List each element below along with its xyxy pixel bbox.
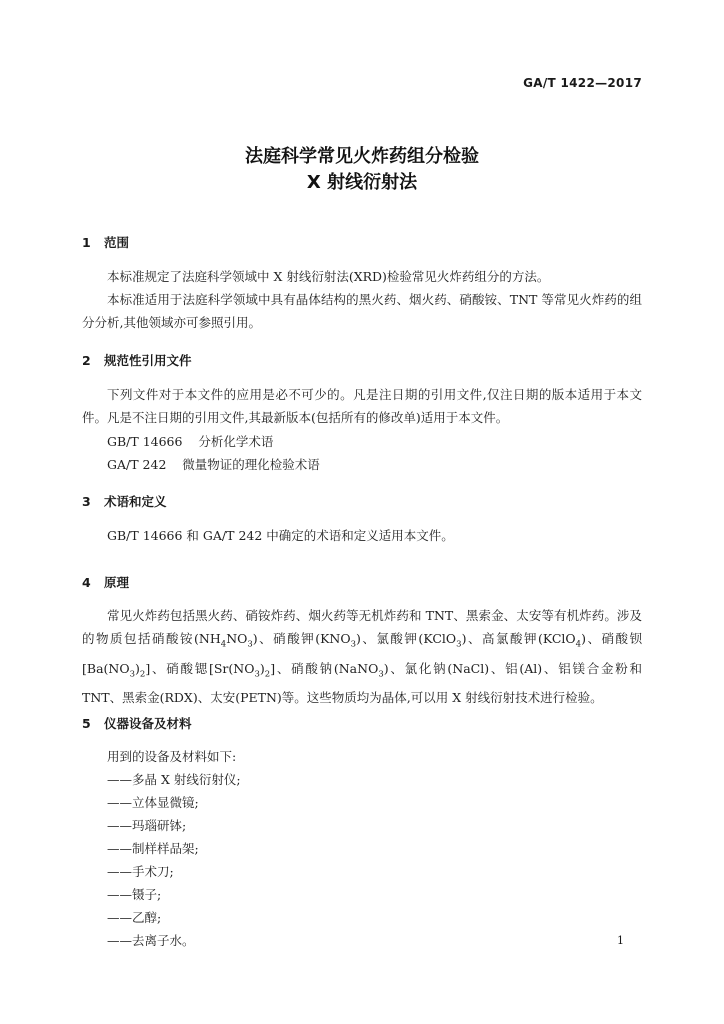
section-5-intro: 用到的设备及材料如下: [107,749,237,764]
document-title-line1: 法庭科学常见火炸药组分检验 [245,146,479,167]
section-3-paragraph-1: GB/T 14666 和 GA/T 242 中确定的术语和定义适用本文件。 [107,528,454,543]
section-title: 原理 [104,575,130,590]
list-item: ——多晶 X 射线衍射仪; [107,772,241,787]
document-title-line2: X 射线衍射法 [306,172,418,193]
subscript: 3 [247,639,253,650]
text-segment: ]、硝酸锶[Sr(NO [145,660,255,676]
section-heading-1 [82,233,129,251]
section-title: 术语和定义 [104,494,167,509]
text-segment: )、硝酸钾(KNO [252,631,351,646]
section-title: 仪器设备及材料 [104,716,192,731]
reference-item: GB/T 14666 分析化学术语 [107,434,274,449]
subscript: 3 [254,669,260,679]
text-segment: )、高氯酸钾(KClO [461,631,576,646]
list-item: ——制样样品架; [107,841,199,856]
text-segment: )、硝酸钡[Ba(NO [82,631,642,676]
section-number: 4 [82,575,91,590]
text-segment: ) [135,660,140,676]
section-title: 范围 [104,235,130,250]
subscript: 2 [139,669,146,679]
section-number: 2 [82,353,91,368]
section-heading-3 [82,492,167,510]
section-number: 5 [82,716,91,731]
subscript: 3 [456,639,462,650]
list-item: ——乙醇; [107,910,162,925]
text-segment: ]、硝酸钠(NaNO [270,660,379,676]
text-segment: )、氯酸钾(KClO [356,631,457,646]
section-number: 1 [82,235,91,250]
section-heading-4 [82,573,129,591]
text-segment: 常见火炸药包括黑火药、硝铵炸药、烟火药等无机炸药和 TNT、黑索金、太安等有机炸药。涉及的物质包括硝酸铵(NH [82,608,642,646]
section-heading-2 [82,351,192,369]
text-segment: ) [259,660,265,676]
subscript: 3 [129,669,135,679]
subscript: 2 [264,669,271,679]
section-number: 3 [82,494,91,509]
list-item: ——玛瑙研钵; [107,818,187,833]
section-1-paragraph-1: 本标准规定了法庭科学领域中 X 射线衍射法(XRD)检验常见火炸药组分的方法。 [107,269,550,284]
subscript: 3 [350,639,357,650]
subscript: 3 [378,669,384,679]
section-heading-5 [82,714,192,732]
subscript: 4 [220,639,227,650]
list-item: ——镊子; [107,887,162,902]
list-item: ——去离子水。 [107,933,195,948]
section-1-paragraph-2: 本标准适用于法庭科学领域中具有晶体结构的黑火药、烟火药、硝酸铵、TNT 等常见火炸药的组分分析,其他领域亦可参照引用。 [82,292,642,330]
text-segment: NO [226,631,248,646]
section-2-paragraph-1: 下列文件对于本文件的应用是必不可少的。凡是注日期的引用文件,仅注日期的版本适用于本文件。凡是不注日期的引用文件,其最新版本(包括所有的修改单)适用于本文件。 [82,387,642,425]
list-item: ——立体显微镜; [107,795,199,810]
standard-number: GA/T 1422—2017 [523,76,642,90]
page-number: 1 [617,934,624,947]
text-segment: )、氯化钠(NaCl)、铝(Al)、铝镁合金粉和 TNT、黑索金(RDX)、太安(PETN)等。这些物质均为晶体,可以用 X 射线衍射技术进行检验。 [82,660,642,705]
section-4-paragraph [82,604,642,716]
reference-item: GA/T 242 微量物证的理化检验术语 [107,457,320,472]
section-title: 规范性引用文件 [104,353,192,368]
subscript: 4 [575,639,582,650]
list-item: ——手术刀; [107,864,174,879]
